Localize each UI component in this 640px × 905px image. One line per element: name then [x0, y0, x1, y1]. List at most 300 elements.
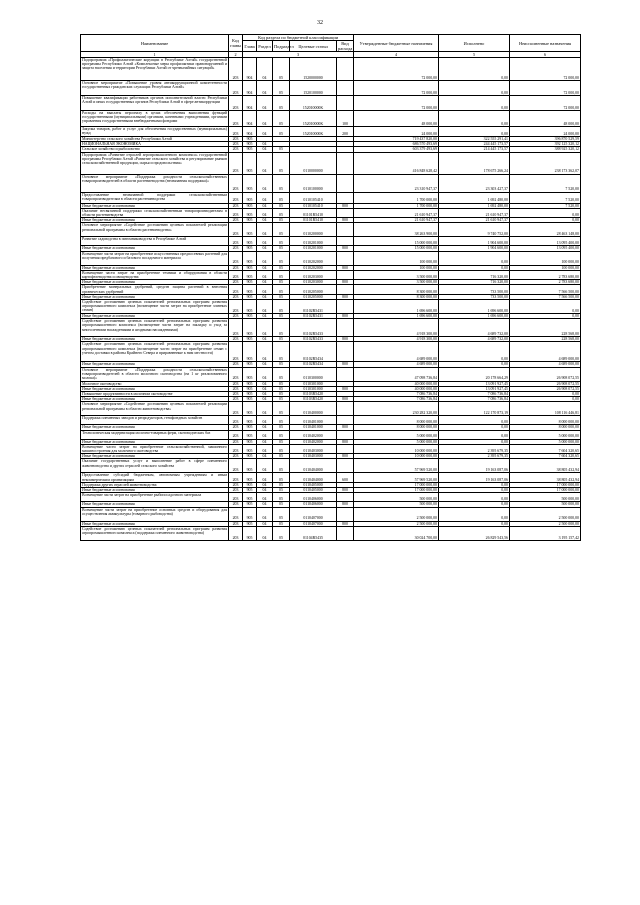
- row-target: 0110205000: [290, 294, 337, 299]
- table-row: [81, 342, 581, 362]
- row-section: 04: [257, 337, 273, 342]
- row-unexecuted: 2 500 000,00: [510, 507, 581, 521]
- row-name: Иные бюджетные ассигнования: [81, 397, 229, 402]
- row-target: 0110203000: [290, 270, 337, 279]
- row-section: 04: [257, 397, 273, 402]
- row-unexecuted: 7 520,00: [510, 203, 581, 208]
- row-approved: 603 379 493,69: [354, 147, 439, 152]
- row-approved: 1 700 000,00: [354, 203, 439, 208]
- row-executed: 178 675 266,24: [439, 152, 510, 174]
- row-executed: 0,00: [439, 416, 510, 425]
- row-grbs: 203: [229, 246, 243, 251]
- row-unexecuted: 392 125 320,12: [510, 142, 581, 147]
- row-unexecuted: 13 095 400,00: [510, 246, 581, 251]
- row-expense: 100: [337, 111, 354, 127]
- row-chapter: 905: [243, 444, 257, 453]
- row-grbs: 203: [229, 223, 243, 237]
- row-chapter: 905: [243, 237, 257, 246]
- row-chapter: 905: [243, 174, 257, 192]
- row-section: 04: [257, 362, 273, 367]
- row-approved: 500 000,00: [354, 502, 439, 507]
- row-approved: 4 689 000,00: [354, 342, 439, 362]
- row-section: 04: [257, 294, 273, 299]
- row-section: 04: [257, 152, 273, 174]
- row-grbs: 203: [229, 342, 243, 362]
- row-grbs: 203: [229, 237, 243, 246]
- row-grbs: 203: [229, 488, 243, 493]
- row-subsection: 05: [273, 521, 290, 526]
- row-grbs: 203: [229, 127, 243, 137]
- row-section: 04: [257, 416, 273, 425]
- row-name: Основное мероприятие «Содействие достижению целевых показателей реализации региональной программы в области растениеводства»: [81, 223, 229, 237]
- row-expense: [337, 58, 354, 81]
- table-row: [81, 300, 581, 314]
- row-executed: 716 320,00: [439, 280, 510, 285]
- row-executed: 1 692 480,00: [439, 192, 510, 203]
- row-unexecuted: 3 195 157,42: [510, 526, 581, 540]
- row-subsection: 05: [273, 251, 290, 265]
- row-unexecuted: 4 689 000,00: [510, 362, 581, 367]
- row-grbs: 203: [229, 270, 243, 279]
- row-target: 0110405000: [290, 488, 337, 493]
- row-section: 04: [257, 430, 273, 439]
- row-target: 01103R5420: [290, 392, 337, 397]
- row-section: 04: [257, 386, 273, 391]
- row-grbs: 203: [229, 521, 243, 526]
- row-subsection: 05: [273, 381, 290, 386]
- row-expense: 800: [337, 386, 354, 391]
- table-row: [81, 430, 581, 439]
- row-expense: [337, 208, 354, 217]
- row-executed: 13 091 927,45: [439, 386, 510, 391]
- row-target: 01102R5434: [290, 342, 337, 362]
- row-name: Иные бюджетные ассигнования: [81, 425, 229, 430]
- row-subsection: 05: [273, 96, 290, 111]
- row-name: Министерство сельского хозяйства Республики Алтай: [81, 137, 229, 142]
- row-section: 04: [257, 493, 273, 502]
- row-grbs: 203: [229, 285, 243, 294]
- row-approved: 3 500 000,00: [354, 280, 439, 285]
- row-section: 04: [257, 439, 273, 444]
- table-row: [81, 493, 581, 502]
- row-executed: 2 395 679,35: [439, 444, 510, 453]
- row-unexecuted: 72 000,00: [510, 81, 581, 96]
- row-unexecuted: 26 908 072,55: [510, 367, 581, 381]
- row-grbs: 203: [229, 454, 243, 459]
- row-chapter: 905: [243, 337, 257, 342]
- row-section: 04: [257, 521, 273, 526]
- row-target: 152010000K: [290, 111, 337, 127]
- row-target: 01103R5420: [290, 397, 337, 402]
- row-approved: 1 696 600,00: [354, 314, 439, 319]
- row-executed: 2 395 679,35: [439, 454, 510, 459]
- row-name: Закупка товаров, работ и услуг для обеспечения государственных (муниципальных) нужд: [82, 127, 227, 136]
- row-chapter: 905: [243, 521, 257, 526]
- row-subsection: 05: [273, 342, 290, 362]
- row-name: Содействие достижению целевых показателей региональных программ развития агропромышленного комплекса (поддержка племенного животноводства): [81, 526, 229, 540]
- row-target: 0110105410: [290, 203, 337, 208]
- row-target: 0110100000: [290, 174, 337, 192]
- row-subsection: 05: [273, 208, 290, 217]
- row-subsection: 05: [273, 526, 290, 540]
- row-grbs: 203: [229, 81, 243, 96]
- row-subsection: 05: [273, 444, 290, 453]
- row-subsection: 05: [273, 367, 290, 381]
- row-expense: [337, 367, 354, 381]
- row-executed: 1 904 600,00: [439, 246, 510, 251]
- row-executed: 13 091 927,45: [439, 381, 510, 386]
- row-target: 0110406000: [290, 502, 337, 507]
- row-grbs: 203: [229, 526, 243, 540]
- row-target: 1520100000: [290, 81, 337, 96]
- row-executed: 0,00: [439, 425, 510, 430]
- row-section: 04: [257, 192, 273, 203]
- row-expense: [337, 402, 354, 416]
- row-expense: 800: [337, 425, 354, 430]
- row-expense: 800: [337, 521, 354, 526]
- row-approved: 21 610 947,37: [354, 218, 439, 223]
- row-grbs: 203: [229, 300, 243, 314]
- row-section: 04: [257, 203, 273, 208]
- row-approved: 3 500 000,00: [354, 270, 439, 279]
- row-expense: [337, 300, 354, 314]
- row-grbs: 203: [229, 459, 243, 473]
- row-chapter: 905: [243, 482, 257, 487]
- row-unexecuted: 17 000 000,00: [510, 482, 581, 487]
- row-unexecuted: 26 908 072,55: [510, 386, 581, 391]
- row-section: 04: [257, 251, 273, 265]
- row-expense: [337, 342, 354, 362]
- row-grbs: 203: [229, 439, 243, 444]
- row-target: 01102R5431: [290, 300, 337, 314]
- row-approved: 72 000,00: [354, 81, 439, 96]
- row-expense: 800: [337, 362, 354, 367]
- row-section: 04: [257, 111, 273, 127]
- row-section: 04: [257, 319, 273, 337]
- row-unexecuted: 7 520,00: [510, 174, 581, 192]
- row-chapter: 905: [243, 367, 257, 381]
- row-unexecuted: 7 520,00: [510, 192, 581, 203]
- row-subsection: 05: [273, 392, 290, 397]
- row-unexecuted: 17 000 000,00: [510, 488, 581, 493]
- row-name: Технологическая модернизация молочно-товарных ферм, скотоводческих баз: [81, 430, 229, 439]
- row-approved: 4 918 300,00: [354, 337, 439, 342]
- row-approved: 500 000,00: [354, 493, 439, 502]
- row-executed: 0,00: [439, 507, 510, 521]
- index-cell: 4: [354, 52, 439, 58]
- row-approved: 21 610 947,37: [354, 208, 439, 217]
- row-chapter: 905: [243, 488, 257, 493]
- row-section: 04: [257, 444, 273, 453]
- row-approved: 416 848 628,42: [354, 152, 439, 174]
- row-subsection: 05: [273, 192, 290, 203]
- row-approved: 15 000 000,00: [354, 237, 439, 246]
- row-grbs: 203: [229, 192, 243, 203]
- row-approved: 1 696 600,00: [354, 300, 439, 314]
- row-target: 0110205000: [290, 285, 337, 294]
- row-grbs: 203: [229, 392, 243, 397]
- row-target: 0110407000: [290, 521, 337, 526]
- row-expense: [337, 507, 354, 521]
- row-executed: 1 696 600,00: [439, 314, 510, 319]
- header-subsection: Подраздел: [273, 41, 290, 52]
- row-target: 0110203000: [290, 280, 337, 285]
- row-expense: 800: [337, 488, 354, 493]
- row-target: 01102R5431: [290, 314, 337, 319]
- row-unexecuted: 24 000,00: [510, 127, 581, 137]
- row-expense: 800: [337, 218, 354, 223]
- row-name: Иные бюджетные ассигнования: [81, 280, 229, 285]
- row-executed: 19 163 087,06: [439, 459, 510, 473]
- row-target: 01101R5410: [290, 208, 337, 217]
- row-target: 01101R5410: [290, 218, 337, 223]
- index-cell: 6: [510, 52, 581, 58]
- row-grbs: 203: [229, 416, 243, 425]
- row-unexecuted: 0,00: [510, 397, 581, 402]
- row-subsection: 05: [273, 223, 290, 237]
- row-unexecuted: 500 000,00: [510, 493, 581, 502]
- row-target: 0110407000: [290, 507, 337, 521]
- row-chapter: 905: [243, 430, 257, 439]
- row-subsection: 05: [273, 246, 290, 251]
- row-expense: [337, 416, 354, 425]
- row-subsection: 05: [273, 147, 290, 152]
- row-chapter: 905: [243, 314, 257, 319]
- row-unexecuted: 2 783 680,00: [510, 270, 581, 279]
- row-grbs: 203: [229, 96, 243, 111]
- row-approved: 15 000 000,00: [354, 246, 439, 251]
- row-subsection: 05: [273, 362, 290, 367]
- row-subsection: 05: [273, 203, 290, 208]
- row-section: 04: [257, 265, 273, 270]
- row-chapter: 904: [243, 81, 257, 96]
- row-subsection: 05: [273, 439, 290, 444]
- row-section: 04: [257, 127, 273, 137]
- row-approved: 38 263 900,00: [354, 223, 439, 237]
- table-row: [81, 270, 581, 279]
- row-unexecuted: 228 568,00: [510, 337, 581, 342]
- row-expense: [337, 223, 354, 237]
- row-grbs: 203: [229, 482, 243, 487]
- row-section: 04: [257, 142, 273, 147]
- row-name: Предоставление несвязанной поддержки сельскохозяйственным товаропроизводителям в области растениеводства: [81, 192, 229, 203]
- row-subsection: 05: [273, 81, 290, 96]
- row-expense: 800: [337, 314, 354, 319]
- row-name: Предоставление субсидий бюджетным, автономным учреждениям и иным некоммерческим организациям: [82, 473, 227, 482]
- row-section: 04: [257, 367, 273, 381]
- row-executed: 0,00: [439, 265, 510, 270]
- row-grbs: 203: [229, 203, 243, 208]
- table-row: [81, 459, 581, 473]
- row-name: Основное мероприятие «Повышение уровня антикоррупционной компетентности государственных гражданских служащих Республики Алтай»: [81, 81, 229, 96]
- row-grbs: 203: [229, 386, 243, 391]
- row-executed: 0,00: [439, 430, 510, 439]
- row-name: Подпрограмма «Развитие отраслей агропромышленного комплекса» государственной программы Республики Алтай «Развитие сельского хозяйства и регулирование рынков сельскохозяйственной продукции, сырья и продовольствия»: [81, 152, 229, 174]
- row-expense: 800: [337, 502, 354, 507]
- row-chapter: 905: [243, 147, 257, 152]
- row-name: Повышение продуктивности в молочном скотоводстве: [81, 392, 229, 397]
- table-row: [81, 507, 581, 521]
- row-name: Иные бюджетные ассигнования: [81, 502, 229, 507]
- row-subsection: 05: [273, 402, 290, 416]
- row-expense: 800: [337, 397, 354, 402]
- row-grbs: 203: [229, 402, 243, 416]
- row-subsection: 05: [273, 337, 290, 342]
- row-grbs: 203: [229, 251, 243, 265]
- row-chapter: 905: [243, 439, 257, 444]
- budget-execution-table: [80, 34, 580, 541]
- row-unexecuted: 7 566 500,00: [510, 294, 581, 299]
- row-executed: 7 086 736,84: [439, 397, 510, 402]
- row-name: Иные бюджетные ассигнования: [81, 454, 229, 459]
- header-target: Целевые статьи: [290, 41, 337, 52]
- row-approved: 10 000 000,00: [354, 444, 439, 453]
- row-grbs: 203: [229, 425, 243, 430]
- row-chapter: 905: [243, 386, 257, 391]
- row-expense: [337, 493, 354, 502]
- row-target: 0110200000: [290, 223, 337, 237]
- row-name: Возмещение части затрат на приобретение рыбопосадочного материала: [81, 493, 229, 502]
- row-chapter: 905: [243, 142, 257, 147]
- row-target: 01102R5433: [290, 337, 337, 342]
- row-section: 04: [257, 507, 273, 521]
- row-unexecuted: 7 604 320,65: [510, 454, 581, 459]
- row-chapter: 905: [243, 300, 257, 314]
- row-chapter: 904: [243, 127, 257, 137]
- row-target: 0110406000: [290, 493, 337, 502]
- row-unexecuted: 0,00: [510, 218, 581, 223]
- row-subsection: 05: [273, 425, 290, 430]
- table-row: [81, 58, 581, 81]
- row-name: Основное мероприятие «Содействие достижению целевых показателей реализации региональной программы в области животноводства»: [81, 402, 229, 416]
- row-target: 0110400000: [290, 402, 337, 416]
- row-target: 0110404000: [290, 459, 337, 473]
- row-name: Основное мероприятие «Поддержка доходности сельскохозяйственных товаропроизводителей в области растениеводства (несвязанная поддержка)»: [81, 174, 229, 192]
- row-section: 04: [257, 502, 273, 507]
- table-row: [81, 174, 581, 192]
- row-unexecuted: 72 000,00: [510, 58, 581, 81]
- row-name: Подпрограмма «Профилактические корупции в Республике Алтай» государственной программы Республики Алтай «Комплексные меры профилактики правонарушений и защита населения и территории Республики Алтай от чрезвычайных ситуаций»: [81, 58, 229, 81]
- row-executed: 0,00: [439, 127, 510, 137]
- row-approved: 17 000 000,00: [354, 488, 439, 493]
- row-target: 0110000000: [290, 152, 337, 174]
- row-unexecuted: 2 783 680,00: [510, 280, 581, 285]
- row-chapter: 905: [243, 397, 257, 402]
- row-subsection: 05: [273, 314, 290, 319]
- row-subsection: 05: [273, 319, 290, 337]
- row-grbs: 203: [229, 319, 243, 337]
- row-approved: 100 000,00: [354, 251, 439, 265]
- row-section: 04: [257, 218, 273, 223]
- table-row: [81, 473, 581, 482]
- row-section: 04: [257, 381, 273, 386]
- row-unexecuted: 5 000 000,00: [510, 430, 581, 439]
- row-section: 04: [257, 280, 273, 285]
- page-number: 32: [317, 20, 323, 26]
- row-section: 04: [257, 174, 273, 192]
- row-approved: 8 000 000,00: [354, 425, 439, 430]
- row-section: 04: [257, 246, 273, 251]
- row-section: 04: [257, 392, 273, 397]
- row-approved: 4 689 000,00: [354, 362, 439, 367]
- row-name: Иные бюджетные ассигнования: [81, 314, 229, 319]
- row-grbs: 203: [229, 152, 243, 174]
- row-section: 04: [257, 314, 273, 319]
- row-chapter: 905: [243, 246, 257, 251]
- row-expense: [337, 285, 354, 294]
- row-chapter: 905: [243, 493, 257, 502]
- row-unexecuted: 100 000,00: [510, 265, 581, 270]
- row-grbs: 203: [229, 147, 243, 152]
- row-grbs: 203: [229, 280, 243, 285]
- row-unexecuted: 396 870 529,59: [510, 137, 581, 142]
- row-executed: 322 555 291,41: [439, 137, 510, 142]
- row-unexecuted: 28 463 148,00: [510, 223, 581, 237]
- row-expense: [337, 444, 354, 453]
- row-grbs: 203: [229, 111, 243, 127]
- row-target: 0110403000: [290, 454, 337, 459]
- row-unexecuted: 8 000 000,00: [510, 416, 581, 425]
- row-name: Поддержка племенных заводов и репродукторов, генофондных хозяйств: [81, 416, 229, 425]
- row-subsection: 05: [273, 502, 290, 507]
- row-expense: 600: [337, 473, 354, 482]
- table-row: [81, 444, 581, 453]
- row-executed: 26 829 543,56: [439, 526, 510, 540]
- row-name: Иные бюджетные ассигнования: [81, 265, 229, 270]
- row-name: Иные бюджетные ассигнования: [81, 337, 229, 342]
- row-subsection: 05: [273, 430, 290, 439]
- row-unexecuted: 13 095 400,00: [510, 237, 581, 246]
- row-unexecuted: 0,00: [510, 314, 581, 319]
- row-name: Содействие достижению целевых показателей региональных программ развития агропромышленного комплекса (возмещение части затрат на закладку и уход за многолетними насаждениями и ягодными насаждениями): [81, 319, 229, 337]
- row-approved: 7 086 736,84: [354, 397, 439, 402]
- row-chapter: 905: [243, 507, 257, 521]
- row-target: 0110401000: [290, 416, 337, 425]
- row-approved: 72 000,00: [354, 96, 439, 111]
- row-grbs: 203: [229, 502, 243, 507]
- table-row: [81, 96, 581, 111]
- row-name: Иные бюджетные ассигнования: [81, 294, 229, 299]
- row-target: 152010000K: [290, 127, 337, 137]
- row-subsection: 05: [273, 507, 290, 521]
- row-section: 04: [257, 488, 273, 493]
- row-expense: [337, 459, 354, 473]
- table-row: [81, 111, 581, 127]
- row-expense: 800: [337, 246, 354, 251]
- table-row: [81, 526, 581, 540]
- row-executed: 19 163 087,06: [439, 473, 510, 482]
- row-executed: 0,00: [439, 342, 510, 362]
- row-section: 04: [257, 223, 273, 237]
- row-name: Иные бюджетные ассигнования: [81, 439, 229, 444]
- row-executed: 7 086 736,84: [439, 392, 510, 397]
- row-unexecuted: 8 000 000,00: [510, 425, 581, 430]
- row-chapter: 905: [243, 223, 257, 237]
- row-chapter: 905: [243, 392, 257, 397]
- row-executed: 0,00: [439, 58, 510, 81]
- row-name: Развитие садоводства в питомниководства в Республике Алтай: [81, 237, 229, 246]
- row-subsection: 05: [273, 174, 290, 192]
- row-executed: 4 689 732,00: [439, 319, 510, 337]
- row-expense: [337, 192, 354, 203]
- header-unexecuted: Неисполненные назначения: [510, 35, 581, 52]
- row-approved: 40 000 000,00: [354, 386, 439, 391]
- table-row: [81, 127, 581, 137]
- row-chapter: 905: [243, 416, 257, 425]
- row-executed: 21 610 947,37: [439, 218, 510, 223]
- table-row: [81, 152, 581, 174]
- row-subsection: 05: [273, 127, 290, 137]
